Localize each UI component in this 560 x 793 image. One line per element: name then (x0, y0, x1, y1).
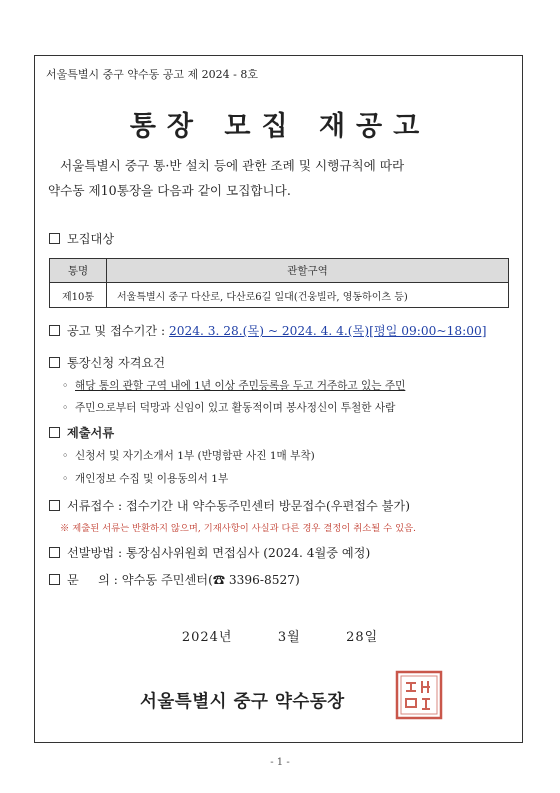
notice-number: 서울특별시 중구 약수동 공고 제 2024 - 8호 (46, 68, 258, 81)
section-qualification (49, 354, 165, 371)
column-header: 관할구역 (107, 259, 509, 283)
checkbox-square-icon (49, 325, 60, 336)
section-target (49, 230, 114, 247)
selection-text: 선발방법 : 통장심사위원회 면접심사 (2024. 4월중 예정) (67, 546, 371, 560)
circle-bullet-icon: ◦ (62, 380, 69, 392)
section-period (49, 322, 486, 339)
list-item (62, 400, 395, 415)
checkbox-square-icon (49, 547, 60, 558)
section-target-heading: 모집대상 (67, 232, 115, 246)
qualification-item: 주민으로부터 덕망과 신임이 있고 활동적이며 봉사정신이 투철한 사람 (75, 402, 396, 414)
official-seal-icon (394, 669, 444, 721)
qualification-item: 해당 통의 관할 구역 내에 1년 이상 주민등록을 두고 거주하고 있는 주민 (75, 380, 406, 392)
table-row (50, 283, 509, 308)
table-cell: 서울특별시 중구 다산로, 다산로6길 일대(건웅빌라, 영동하이츠 등) (107, 283, 509, 308)
intro-line-1: 서울특별시 중구 통·반 설치 등에 관한 조례 및 시행규칙에 따라 (60, 158, 405, 173)
inquiry-label: 문 의 : (67, 573, 122, 587)
list-item (62, 378, 405, 393)
document-item: 개인정보 수집 및 이용동의서 1부 (75, 473, 229, 485)
list-item (62, 471, 228, 486)
circle-bullet-icon: ◦ (62, 402, 69, 414)
inquiry-value: 약수동 주민센터(☎ 3396-8527) (121, 573, 300, 587)
checkbox-square-icon (49, 233, 60, 244)
intro-paragraph (48, 153, 510, 203)
circle-bullet-icon: ◦ (62, 450, 69, 462)
intro-line-2: 약수동 제10통장을 다음과 같이 모집합니다. (48, 183, 291, 198)
checkbox-square-icon (49, 357, 60, 368)
issue-date: 2024년 3월 28일 (181, 630, 379, 645)
column-header: 통명 (50, 259, 107, 283)
checkbox-square-icon (49, 574, 60, 585)
section-documents-heading: 제출서류 (67, 426, 115, 440)
submission-text: 서류접수 : 접수기간 내 약수동주민센터 방문접수(우편접수 불가) (67, 499, 410, 513)
section-selection (49, 544, 370, 561)
period-dates: 2024. 3. 28.(목) ~ 2024. 4. 4.(목)[평일 09:00~18:00] (169, 324, 487, 338)
target-table (49, 258, 509, 308)
circle-bullet-icon: ◦ (62, 473, 69, 485)
section-submission (49, 497, 410, 514)
checkbox-square-icon (49, 500, 60, 511)
section-inquiry (49, 571, 300, 588)
table-header-row (50, 259, 509, 283)
section-qualification-heading: 통장신청 자격요건 (67, 356, 166, 370)
list-item (62, 448, 315, 463)
section-documents (49, 424, 114, 441)
submission-note: ※ 제출된 서류는 반환하지 않으며, 기재사항이 사실과 다른 경우 결정이 취소될 수 있음. (60, 523, 417, 534)
page-number: - 1 - (270, 757, 290, 768)
signer-name: 서울특별시 중구 약수동장 (140, 692, 345, 712)
page-title: 통장 모집 재공고 (129, 111, 431, 142)
period-label: 공고 및 접수기간 : (67, 324, 170, 338)
checkbox-square-icon (49, 427, 60, 438)
table-cell: 제10통 (50, 283, 107, 308)
document-item: 신청서 및 자기소개서 1부 (반명함판 사진 1매 부착) (75, 450, 315, 462)
